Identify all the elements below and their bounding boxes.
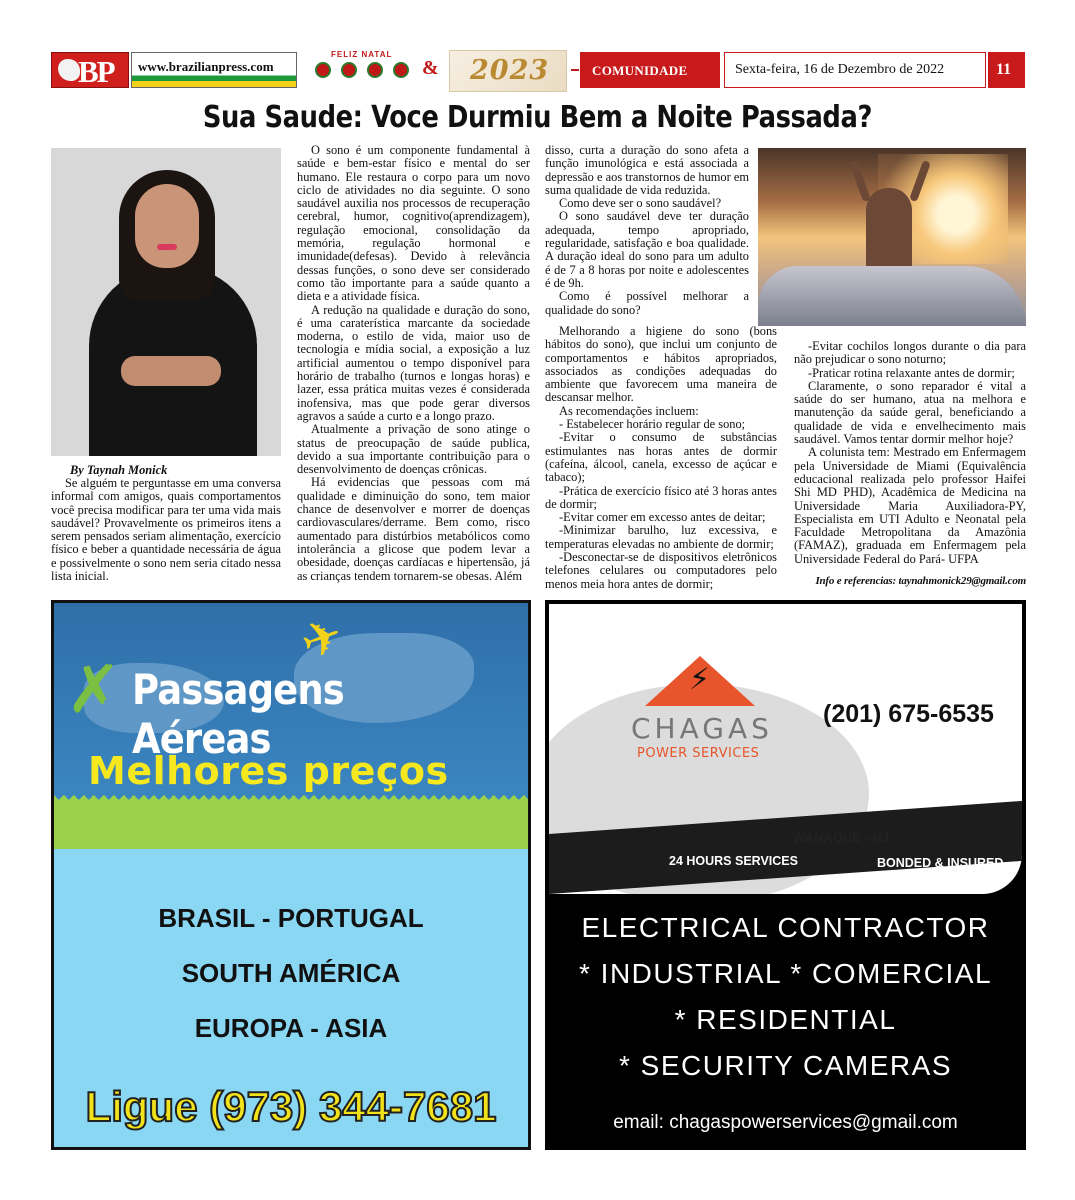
- paragraph: disso, curta a duração do sono afeta a função imunológica e está associada a depressão e aos transtornos de humor em suma qualidade de vida reduzida.: [545, 143, 749, 197]
- ornament-icon: [367, 62, 383, 78]
- page-number-text: 11: [996, 61, 1012, 78]
- airplane-icon: ✈: [293, 605, 351, 673]
- travel-ad: [51, 600, 531, 1150]
- company-subtitle: POWER SERVICES: [637, 746, 760, 761]
- paragraph: Melhorando a higiene do sono (bons hábitos do sono), que inclui um conjunto de comportamentos e hábitos apropriados, associados as condições adequadas do ambiente que favorecem uma maneira de descansar melhor.: [545, 324, 777, 405]
- byline: By Taynah Monick: [70, 463, 168, 477]
- list-item: - Estabelecer horário regular de sono;: [559, 417, 746, 432]
- article-column-4: [794, 340, 1026, 566]
- ornament-icon: [393, 62, 409, 78]
- list-item: -Desconectar-se de dispositivos eletrônicos telefones celulares ou computadores pelo menos meia hora antes de dormir;: [545, 550, 777, 591]
- list-item: -Praticar rotina relaxante antes de dormir;: [808, 365, 1015, 380]
- page-header: [51, 50, 1025, 92]
- destination: SOUTH AMÉRICA: [181, 958, 401, 988]
- ornament-icon: [315, 62, 331, 78]
- ad-subtitle: Melhores preços: [88, 749, 449, 793]
- date-text: Sexta-feira, 16 de Dezembro de 2022: [735, 62, 945, 77]
- article-column-3-bottom: [545, 325, 777, 591]
- paragraph: As recomendações incluem:: [559, 403, 699, 418]
- page-number: [988, 52, 1025, 88]
- logo-text: BP: [78, 54, 114, 89]
- paragraph: O sono saudável deve ter duração adequada, tempo apropriado, regularidade, satisfação e boa qualidade. A duração ideal do sono para um adulto é de 7 a 8 horas por noite e adolescentes é de 9h.: [545, 209, 749, 290]
- paragraph: Há evidencias que pessoas com má qualidade e diminuição do sono, tem maior chance de desenvolver e morrer de doenças cardiovasculares/derrame. Bem como, risco aumentado para distúrbios metabólicos como intolerância a glicose que podem levar a obesidade, doenças cardíacas e hipertensão, já as crianças tendem tornarem-se obesas. Além: [297, 475, 530, 583]
- service-line: * SECURITY CAMERAS: [619, 1050, 952, 1081]
- paragraph: Claramente, o sono reparador é vital a saúde do ser humano, atua na melhora e manutenção da saúde geral, beneficiando a qualidade de vida e envelhecimento mais saudável. Vamos tentar dormir melhor hoje?: [794, 378, 1026, 447]
- author-bio: A colunista tem: Mestrado em Enfermagem pela Universidade de Miami (Equivalência educacional realizada pelo professor Haifei Shi MD PHD), Acadêmica de Medicina na Universidade Maria Auxiliadora-PY, Especialista em UTI Adulto e Neonatal pela Faculdade Metropolitana da Amazônia (FAMAZ), graduada em Enfermagem pela Universidade Federal do Pará- UFPA: [794, 445, 1026, 566]
- article-column-3-top: [545, 144, 749, 317]
- company-email: email: chagaspowerservices@gmail.com: [613, 1112, 958, 1133]
- destination: EUROPA - ASIA: [194, 1013, 388, 1043]
- list-item: -Evitar cochilos longos durante o dia para não prejudicar o sono noturno;: [794, 339, 1026, 367]
- ornament-icon: [341, 62, 357, 78]
- company-location: WANAQUE - NJ: [793, 830, 890, 845]
- company-phone: (201) 675-6535: [823, 700, 994, 728]
- article-column-1: [51, 477, 281, 583]
- paragraph: Se alguém te perguntasse em uma conversa informal com amigos, quais comportamentos você precisa modificar para ter uma vida mais saudável? Provavelmente os primeiros itens a serem pensados seriam alimentação, exercício físico e beber a quantidade necessária de água e possivelmente o sono nem seria citado nessa lista inicial.: [51, 476, 281, 584]
- author-photo: [51, 148, 281, 456]
- issue-date: [724, 52, 986, 88]
- article-headline: Sua Saude: Voce Durmiu Bem a Noite Passada?: [202, 100, 872, 135]
- electrician-ad: [545, 600, 1026, 1150]
- ampersand: &: [422, 57, 439, 79]
- ad-band: [54, 803, 528, 849]
- new-year-banner: [449, 50, 567, 92]
- paragraph: Atualmente a privação de sono atinge o status de preocupação de saúde publica, devido a sua importante contribuição para o desenvolvimento de doenças crônicas.: [297, 422, 530, 477]
- ad-title: Passagens Aéreas: [132, 665, 344, 763]
- brazil-map-icon: [58, 59, 80, 81]
- list-item: -Evitar o consumo de substâncias estimulantes nas horas antes de dormir (cafeína, álcool, canela, excesso de açúcar e tabaco);: [545, 430, 777, 485]
- subheading: Como é possível melhorar a qualidade do sono?: [545, 289, 749, 317]
- paragraph: A redução na qualidade e duração do sono, é uma caraterística marcante da sociedade moderna, o estilo de vida, maior uso de tecnologia e mídia social, a exposição a luz artificial aumentou o tempo disponível para horário de trabalho (turnos e longas horas) e lazer, essa prática muitas vezes é considerada inofensiva, mas que pode gerar diversos agravos a saúde a curto e a longo prazo.: [297, 302, 530, 423]
- ad-zigzag: [54, 795, 528, 805]
- hours-label: 24 HOURS SERVICES: [669, 854, 798, 868]
- article-column-2: [297, 144, 530, 583]
- website-url: www.brazilianpress.com: [138, 59, 274, 74]
- year-text: 2023: [470, 55, 550, 86]
- list-item: -Prática de exercício físico até 3 horas antes de dormir;: [545, 483, 777, 511]
- section-text: COMUNIDADE: [592, 63, 688, 78]
- lightning-icon: ⚡: [689, 662, 711, 697]
- section-label: [580, 52, 720, 88]
- bonded-label: BONDED & INSURED: [877, 856, 1004, 870]
- brazilian-press-logo: [51, 52, 129, 88]
- x-mark-icon: ✗: [66, 651, 122, 728]
- divider: [571, 69, 579, 71]
- christmas-banner: [309, 50, 417, 92]
- list-item: -Minimizar barulho, luz excessiva, e temperaturas elevadas no ambiente de dormir;: [545, 523, 777, 551]
- author-contact: Info e referencias: taynahmonick29@gmail.com: [815, 575, 1026, 587]
- feliz-natal-text: FELIZ NATAL: [331, 50, 393, 59]
- service-line: * RESIDENTIAL: [674, 1004, 897, 1035]
- list-item: -Evitar comer em excesso antes de deitar;: [559, 510, 766, 525]
- website-banner: [131, 52, 297, 88]
- company-name: CHAGAS: [631, 712, 773, 745]
- service-line: * INDUSTRIAL * COMERCIAL: [578, 958, 993, 989]
- ad-phone: Ligue (973) 344-7681: [85, 1083, 497, 1130]
- service-line: ELECTRICAL CONTRACTOR: [581, 912, 990, 943]
- subheading: Como deve ser o sono saudável?: [559, 196, 722, 211]
- business-card: [549, 604, 1022, 894]
- paragraph: O sono é um componente fundamental à saúde e bem-estar físico e mental do ser humano. Ele restaura o corpo para um novo ciclo de atividades no dia seguinte. O sono saudável auxilia nos processos de recuperação cerebral, humor, cognitivo(aprendizagem), regulação emocional, consolidação da memória, regulação hormonal e imunidade(defesas). Devido à relevância dessas funções, o sono deve ser considerado como tão importante para a saúde quanto a dieta e a atividade física.: [297, 143, 530, 304]
- waking-up-photo: [758, 148, 1026, 326]
- destination: BRASIL - PORTUGAL: [158, 903, 424, 933]
